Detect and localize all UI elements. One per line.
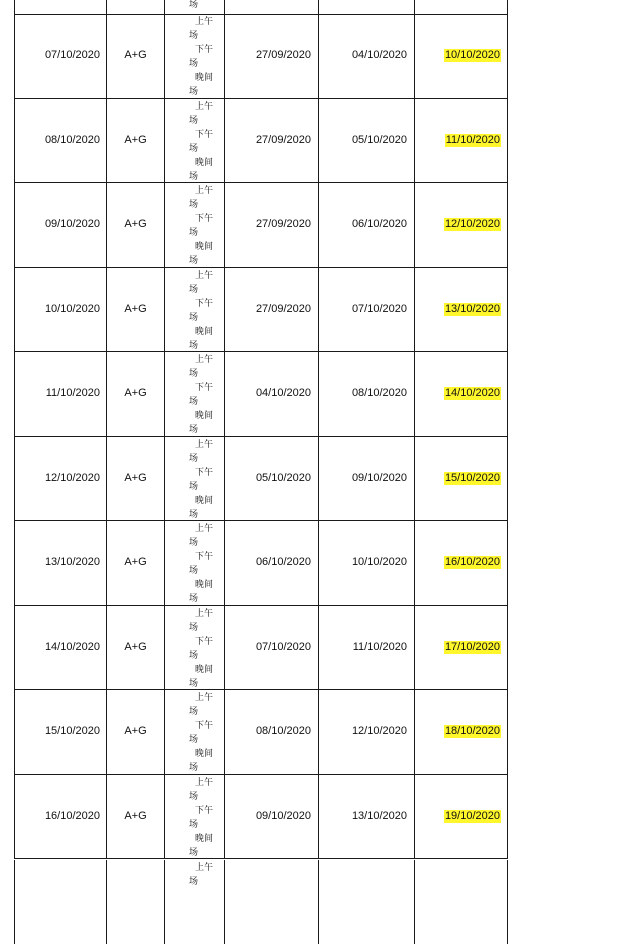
cell-date-1: 09/10/2020 [224,775,318,860]
cell-date-2: 06/10/2020 [318,183,414,268]
cell-date-3 [414,268,508,353]
table-row [14,437,508,522]
session-suffix: 场 [189,733,224,747]
highlighted-date: 14/10/2020 [444,387,501,400]
session-suffix: 场 [189,395,224,409]
table-row [14,183,508,268]
cell-type: A+G [106,606,164,691]
session-suffix: 场 [189,311,224,325]
table-row [14,521,508,606]
session-morning: 上午 [189,15,224,29]
session-suffix: 场 [189,761,224,775]
session-suffix: 场 [189,423,224,437]
cell-date-3 [414,521,508,606]
cell-type [106,0,164,15]
session-suffix: 场 [189,705,224,719]
session-suffix: 场 [189,480,224,494]
cell-date-3 [414,775,508,860]
cell-date [14,0,106,15]
cell-type: A+G [106,99,164,184]
cell-sessions [164,775,224,860]
cell-type: A+G [106,437,164,522]
session-evening: 晚间 [189,325,224,339]
session-suffix: 场 [189,875,224,889]
cell-date-3 [414,14,508,99]
session-morning: 上午 [189,269,224,283]
session-suffix: 场 [189,170,224,184]
cell-type: A+G [106,14,164,99]
session-evening: 晚间 [189,71,224,85]
cell-date-1: 04/10/2020 [224,352,318,437]
cell-sessions [164,14,224,99]
session-suffix: 场 [189,226,224,240]
highlighted-date: 19/10/2020 [444,810,501,823]
session-afternoon: 下午 [189,381,224,395]
session-morning: 上午 [189,861,224,875]
cell-sessions [164,437,224,522]
cell-date-1: 27/09/2020 [224,268,318,353]
cell-sessions [164,352,224,437]
session-suffix: 场 [189,114,224,128]
cell-date-3 [414,183,508,268]
table-row [14,606,508,691]
cell-sessions [164,690,224,775]
session-evening: 晚间 [189,747,224,761]
session-evening: 晚间 [189,578,224,592]
cell-date: 09/10/2020 [14,183,106,268]
session-morning: 上午 [189,100,224,114]
cell-date-1: 27/09/2020 [224,99,318,184]
session-suffix: 场 [189,283,224,297]
cell-date-1 [224,860,318,944]
cell-date-2: 05/10/2020 [318,99,414,184]
cell-date-2: 12/10/2020 [318,690,414,775]
cell-date-2: 07/10/2020 [318,268,414,353]
session-evening: 晚间 [189,240,224,254]
cell-date: 08/10/2020 [14,99,106,184]
session-suffix: 场 [189,0,198,12]
cell-date-3 [414,0,508,15]
session-afternoon: 下午 [189,550,224,564]
cell-date: 07/10/2020 [14,14,106,99]
cell-date: 14/10/2020 [14,606,106,691]
session-suffix: 场 [189,677,224,691]
session-suffix: 场 [189,198,224,212]
session-suffix: 场 [189,339,224,353]
cell-date: 15/10/2020 [14,690,106,775]
table-top-rule [14,14,508,15]
highlighted-date: 17/10/2020 [444,641,501,654]
cell-sessions [164,606,224,691]
cell-sessions [164,99,224,184]
session-suffix: 场 [189,142,224,156]
session-evening: 晚间 [189,663,224,677]
session-afternoon: 下午 [189,43,224,57]
session-morning: 上午 [189,691,224,705]
session-suffix: 场 [189,254,224,268]
cell-date-3 [414,606,508,691]
session-morning: 上午 [189,353,224,367]
cell-date: 13/10/2020 [14,521,106,606]
cell-date-2: 08/10/2020 [318,352,414,437]
highlighted-date: 13/10/2020 [444,303,501,316]
session-suffix: 场 [189,29,224,43]
table-row [14,99,508,184]
cell-date: 16/10/2020 [14,775,106,860]
session-evening: 晚间 [189,832,224,846]
session-suffix: 场 [189,592,224,606]
session-suffix: 场 [189,790,224,804]
table-row-partial-top [14,0,508,15]
session-suffix: 场 [189,57,224,71]
table-row [14,14,508,99]
highlighted-date: 16/10/2020 [444,556,501,569]
highlighted-date: 11/10/2020 [445,134,501,147]
table-row-partial-bottom [14,860,508,944]
cell-date-1: 05/10/2020 [224,437,318,522]
cell-type [106,860,164,944]
cell-date-3 [414,352,508,437]
cell-date-2: 13/10/2020 [318,775,414,860]
session-afternoon: 下午 [189,297,224,311]
session-suffix: 场 [189,818,224,832]
cell-date-1: 27/09/2020 [224,183,318,268]
session-suffix: 场 [189,649,224,663]
session-suffix: 场 [189,508,224,522]
cell-type: A+G [106,183,164,268]
session-suffix: 场 [189,536,224,550]
session-suffix: 场 [189,452,224,466]
cell-date: 12/10/2020 [14,437,106,522]
table-row [14,352,508,437]
session-morning: 上午 [189,184,224,198]
highlighted-date: 18/10/2020 [444,725,501,738]
cell-date-3 [414,437,508,522]
highlighted-date: 12/10/2020 [444,218,501,231]
session-afternoon: 下午 [189,635,224,649]
cell-date-2: 10/10/2020 [318,521,414,606]
cell-date-2: 09/10/2020 [318,437,414,522]
cell-sessions [164,0,224,15]
table-row [14,268,508,353]
cell-date-3 [414,690,508,775]
cell-date-1: 06/10/2020 [224,521,318,606]
cell-date-1: 08/10/2020 [224,690,318,775]
session-morning: 上午 [189,438,224,452]
highlighted-date: 15/10/2020 [444,472,501,485]
cell-date-1 [224,0,318,15]
session-afternoon: 下午 [189,719,224,733]
cell-sessions [164,268,224,353]
cell-sessions [164,183,224,268]
cell-date-1: 07/10/2020 [224,606,318,691]
table-row [14,690,508,775]
session-suffix: 场 [189,564,224,578]
cell-date-2: 04/10/2020 [318,14,414,99]
cell-date-3 [414,99,508,184]
highlighted-date: 10/10/2020 [444,49,501,62]
session-evening: 晚间 [189,494,224,508]
cell-type: A+G [106,268,164,353]
cell-type: A+G [106,521,164,606]
session-morning: 上午 [189,776,224,790]
cell-type: A+G [106,775,164,860]
session-morning: 上午 [189,607,224,621]
session-suffix: 场 [189,367,224,381]
session-afternoon: 下午 [189,804,224,818]
cell-type: A+G [106,690,164,775]
schedule-table [14,0,508,897]
session-suffix: 场 [189,85,224,99]
cell-date: 10/10/2020 [14,268,106,353]
session-afternoon: 下午 [189,212,224,226]
session-evening: 晚间 [189,156,224,170]
cell-type: A+G [106,352,164,437]
session-suffix: 场 [189,846,224,860]
session-afternoon: 下午 [189,466,224,480]
cell-date-2 [318,860,414,944]
cell-date-2 [318,0,414,15]
session-suffix: 场 [189,621,224,635]
session-afternoon: 下午 [189,128,224,142]
cell-date: 11/10/2020 [14,352,106,437]
cell-date-2: 11/10/2020 [318,606,414,691]
cell-sessions [164,860,224,944]
cell-date [14,860,106,944]
cell-date-1: 27/09/2020 [224,14,318,99]
session-morning: 上午 [189,522,224,536]
cell-sessions [164,521,224,606]
table-row [14,775,508,860]
cell-date-3 [414,860,508,944]
session-evening: 晚间 [189,409,224,423]
